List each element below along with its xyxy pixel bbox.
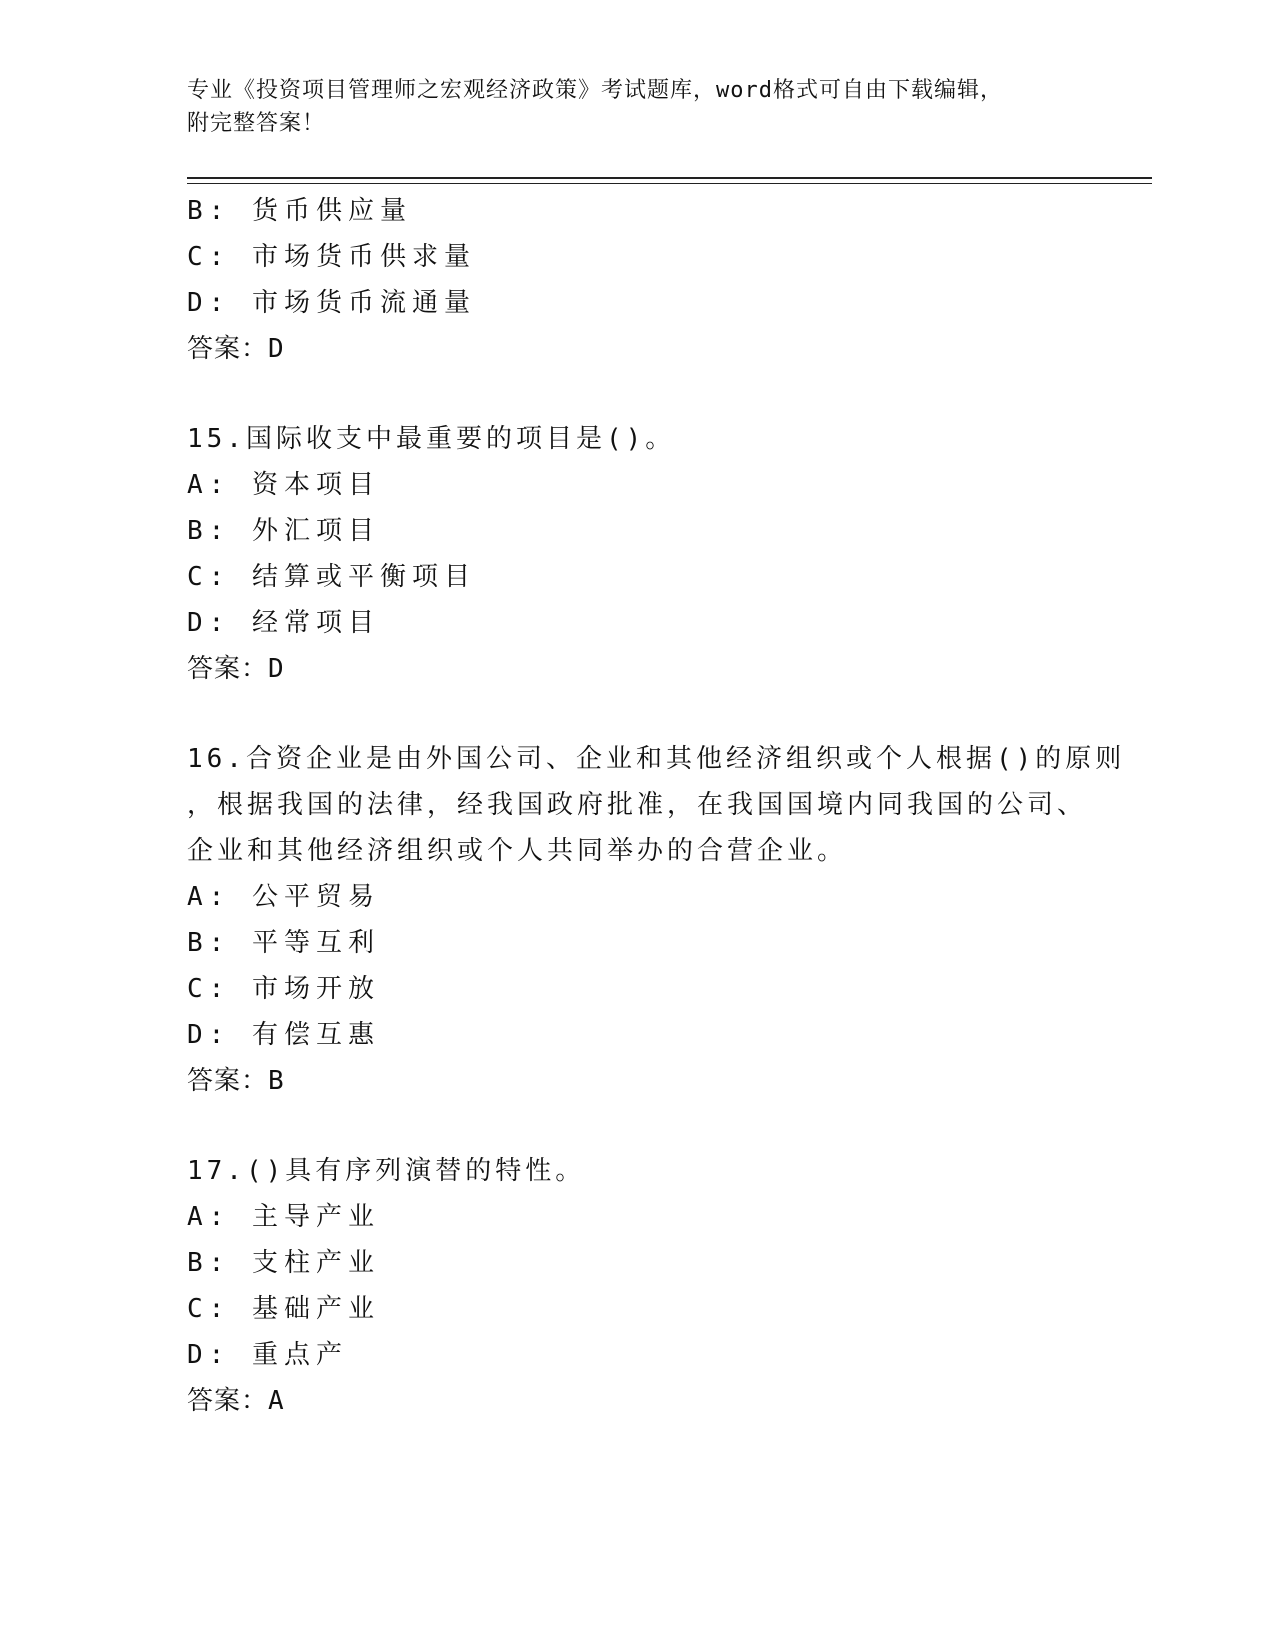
question-stem: 16.合资企业是由外国公司、企业和其他经济组织或个人根据()的原则 [187, 744, 1126, 774]
question-17 [187, 1148, 1152, 1424]
document-header [187, 74, 1152, 140]
question-16 [187, 736, 1152, 1104]
option-a: A: 资本项目 [187, 470, 380, 500]
option-b: B: 平等互利 [187, 928, 380, 958]
option-d: D: 有偿互惠 [187, 1020, 380, 1050]
question-15 [187, 416, 1152, 692]
option-d: D: 重点产 [187, 1340, 348, 1370]
spacer [187, 692, 1152, 736]
option-d: D: 市场货币流通量 [187, 288, 476, 318]
option-a: A: 公平贸易 [187, 882, 380, 912]
option-c: C: 市场开放 [187, 974, 380, 1004]
option-c: C: 基础产业 [187, 1294, 380, 1324]
option-c: C: 结算或平衡项目 [187, 562, 476, 592]
header-divider-thin [187, 183, 1152, 184]
option-d: D: 经常项目 [187, 608, 380, 638]
option-a: A: 主导产业 [187, 1202, 380, 1232]
answer: 答案：B [187, 1066, 285, 1096]
spacer [187, 372, 1152, 416]
header-line-1: 专业《投资项目管理师之宏观经济政策》考试题库，word格式可自由下载编辑， [187, 78, 1003, 103]
option-b: B: 支柱产业 [187, 1248, 380, 1278]
option-b: B: 外汇项目 [187, 516, 380, 546]
spacer [187, 1104, 1152, 1148]
header-divider-thick [187, 177, 1152, 179]
question-stem: ，根据我国的法律，经我国政府批准，在我国国境内同我国的公司、 [187, 790, 1088, 820]
answer: 答案：D [187, 334, 285, 364]
answer: 答案：A [187, 1386, 285, 1416]
option-c: C: 市场货币供求量 [187, 242, 476, 272]
answer: 答案：D [187, 654, 285, 684]
partial-question [187, 188, 1152, 372]
question-stem: 17.()具有序列演替的特性。 [187, 1156, 586, 1186]
option-b: B: 货币供应量 [187, 196, 412, 226]
question-stem: 15.国际收支中最重要的项目是()。 [187, 424, 676, 454]
header-line-2: 附完整答案！ [187, 111, 326, 136]
question-stem: 企业和其他经济组织或个人共同举办的合营企业。 [187, 836, 848, 866]
question-content [187, 188, 1152, 1424]
